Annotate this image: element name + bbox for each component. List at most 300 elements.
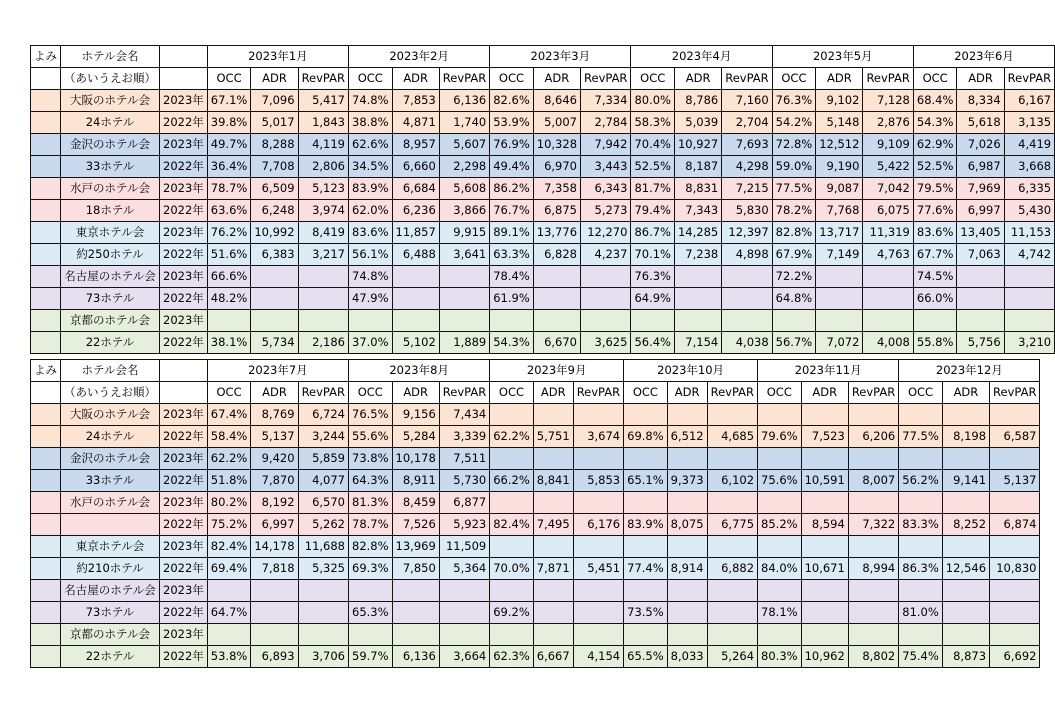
revpar-value — [848, 492, 898, 514]
revpar-value: 6,343 — [581, 178, 631, 200]
occ-header: OCC — [207, 382, 251, 404]
occ-value — [758, 404, 802, 426]
revpar-value: 1,740 — [439, 112, 489, 134]
revpar-value: 5,608 — [439, 178, 489, 200]
adr-value — [667, 448, 707, 470]
occ-value — [624, 448, 668, 470]
occ-value: 84.0% — [758, 558, 802, 580]
occ-value: 80.3% — [758, 646, 802, 668]
occ-value: 80.2% — [207, 492, 251, 514]
year-header-blank — [160, 46, 208, 68]
occ-value: 82.6% — [490, 90, 534, 112]
order-note: （あいうえお順） — [61, 382, 160, 404]
revpar-value: 6,136 — [439, 90, 489, 112]
revpar-value — [990, 624, 1040, 646]
revpar-value: 4,419 — [1004, 134, 1054, 156]
revpar-value: 5,364 — [439, 558, 489, 580]
revpar-value — [990, 536, 1040, 558]
occ-value: 86.2% — [490, 178, 534, 200]
occ-value: 73.8% — [349, 448, 393, 470]
occ-value — [913, 310, 957, 332]
occ-value — [899, 448, 943, 470]
revpar-header: RevPAR — [848, 382, 898, 404]
adr-value — [816, 310, 863, 332]
year-label: 2022年 — [160, 200, 208, 222]
adr-value — [667, 580, 707, 602]
table-row — [31, 404, 1040, 426]
revpar-value — [439, 288, 489, 310]
yomi-cell — [31, 580, 61, 602]
header-row-months — [31, 360, 1040, 382]
occ-header: OCC — [490, 382, 534, 404]
adr-header: ADR — [957, 68, 1004, 90]
table-row — [31, 112, 1055, 134]
occ-value: 83.6% — [349, 222, 393, 244]
adr-value — [816, 266, 863, 288]
adr-value: 5,618 — [957, 112, 1004, 134]
adr-value: 6,236 — [392, 200, 439, 222]
occ-header: OCC — [624, 382, 668, 404]
revpar-value: 6,692 — [990, 646, 1040, 668]
adr-value: 6,509 — [251, 178, 298, 200]
occ-value — [490, 492, 534, 514]
revpar-value: 7,434 — [439, 404, 489, 426]
year-label: 2023年 — [160, 222, 208, 244]
occ-value — [207, 310, 251, 332]
adr-value — [251, 624, 298, 646]
adr-value — [533, 310, 580, 332]
adr-value — [667, 624, 707, 646]
adr-header: ADR — [801, 382, 848, 404]
revpar-header: RevPAR — [707, 382, 757, 404]
yomi-header-blank — [31, 382, 61, 404]
revpar-value — [863, 266, 913, 288]
hotel-name: 名古屋のホテル会 — [61, 580, 160, 602]
adr-value: 7,096 — [251, 90, 298, 112]
adr-value — [533, 602, 573, 624]
revpar-value: 11,319 — [863, 222, 913, 244]
occ-value: 78.7% — [207, 178, 251, 200]
year-label: 2023年 — [160, 266, 208, 288]
year-header-blank — [160, 68, 208, 90]
revpar-value: 7,042 — [863, 178, 913, 200]
hotel-name: 東京ホテル会 — [61, 222, 160, 244]
table-row — [31, 448, 1040, 470]
occ-value: 66.0% — [913, 288, 957, 310]
adr-value: 10,992 — [251, 222, 298, 244]
adr-value: 7,358 — [533, 178, 580, 200]
adr-value — [667, 602, 707, 624]
occ-header: OCC — [899, 382, 943, 404]
yomi-cell — [31, 602, 61, 624]
table-row — [31, 200, 1055, 222]
hotel-name: 73ホテル — [61, 602, 160, 624]
occ-value: 56.7% — [772, 332, 816, 354]
revpar-value: 4,685 — [707, 426, 757, 448]
revpar-value: 5,607 — [439, 134, 489, 156]
adr-value — [942, 602, 989, 624]
occ-value: 78.4% — [490, 266, 534, 288]
occ-value: 83.9% — [624, 514, 668, 536]
revpar-value — [298, 266, 348, 288]
occ-header: OCC — [349, 68, 393, 90]
occ-value — [899, 492, 943, 514]
revpar-value: 11,509 — [439, 536, 489, 558]
adr-value: 8,334 — [957, 90, 1004, 112]
year-label: 2023年 — [160, 448, 208, 470]
adr-value — [533, 266, 580, 288]
occ-value: 51.8% — [207, 470, 251, 492]
adr-value: 8,786 — [674, 90, 721, 112]
occ-value: 64.3% — [349, 470, 393, 492]
revpar-value: 5,137 — [990, 470, 1040, 492]
adr-value: 10,671 — [801, 558, 848, 580]
hotel-name: 18ホテル — [61, 200, 160, 222]
adr-value: 8,594 — [801, 514, 848, 536]
occ-value — [624, 624, 668, 646]
revpar-value: 2,784 — [581, 112, 631, 134]
occ-value: 72.2% — [772, 266, 816, 288]
revpar-value: 11,688 — [298, 536, 348, 558]
yomi-cell — [31, 536, 61, 558]
adr-header: ADR — [674, 68, 721, 90]
adr-value: 6,488 — [392, 244, 439, 266]
revpar-header: RevPAR — [1004, 68, 1054, 90]
occ-value: 72.8% — [772, 134, 816, 156]
year-header-blank — [160, 360, 208, 382]
occ-value: 69.8% — [624, 426, 668, 448]
revpar-value: 6,176 — [573, 514, 623, 536]
adr-value: 8,198 — [942, 426, 989, 448]
table-row — [31, 426, 1040, 448]
revpar-value: 2,704 — [722, 112, 772, 134]
revpar-value — [573, 580, 623, 602]
occ-header: OCC — [490, 68, 534, 90]
occ-value: 62.9% — [913, 134, 957, 156]
occ-value: 37.0% — [349, 332, 393, 354]
revpar-value: 5,853 — [573, 470, 623, 492]
adr-value — [801, 536, 848, 558]
revpar-value: 6,724 — [298, 404, 348, 426]
occ-value: 67.1% — [207, 90, 251, 112]
occ-value: 63.6% — [207, 200, 251, 222]
adr-value: 8,646 — [533, 90, 580, 112]
revpar-value: 4,742 — [1004, 244, 1054, 266]
occ-value: 77.5% — [772, 178, 816, 200]
occ-value — [490, 310, 534, 332]
table-row — [31, 646, 1040, 668]
revpar-header: RevPAR — [573, 382, 623, 404]
revpar-header: RevPAR — [298, 68, 348, 90]
occ-value: 68.4% — [913, 90, 957, 112]
occ-value: 76.3% — [631, 266, 675, 288]
adr-value — [801, 602, 848, 624]
occ-value: 83.9% — [349, 178, 393, 200]
month-header: 2023年8月 — [349, 360, 490, 382]
occ-header: OCC — [772, 68, 816, 90]
month-header: 2023年11月 — [758, 360, 899, 382]
year-label: 2022年 — [160, 602, 208, 624]
year-label: 2022年 — [160, 426, 208, 448]
hotel-header: ホテル会名 — [61, 360, 160, 382]
revpar-value — [722, 288, 772, 310]
revpar-value — [707, 448, 757, 470]
month-header: 2023年5月 — [772, 46, 913, 68]
occ-value: 82.8% — [349, 536, 393, 558]
adr-header: ADR — [816, 68, 863, 90]
hotel-name: 京都のホテル会 — [61, 624, 160, 646]
hotel-name — [61, 514, 160, 536]
revpar-value: 4,038 — [722, 332, 772, 354]
adr-value — [392, 602, 439, 624]
adr-value: 6,970 — [533, 156, 580, 178]
occ-value: 49.4% — [490, 156, 534, 178]
table-row — [31, 134, 1055, 156]
occ-value — [624, 404, 668, 426]
header-row-metrics — [31, 382, 1040, 404]
occ-value: 75.6% — [758, 470, 802, 492]
adr-header: ADR — [251, 382, 298, 404]
adr-value: 8,831 — [674, 178, 721, 200]
table-row — [31, 558, 1040, 580]
occ-value: 58.3% — [631, 112, 675, 134]
occ-value: 62.3% — [490, 646, 534, 668]
yomi-cell — [31, 222, 61, 244]
revpar-value: 11,153 — [1004, 222, 1054, 244]
occ-value: 75.2% — [207, 514, 251, 536]
adr-value: 5,017 — [251, 112, 298, 134]
occ-value: 65.5% — [624, 646, 668, 668]
occ-value: 69.3% — [349, 558, 393, 580]
revpar-value — [439, 624, 489, 646]
adr-value: 5,148 — [816, 112, 863, 134]
occ-value — [758, 624, 802, 646]
header-row-months — [31, 46, 1055, 68]
hotel-name: 東京ホテル会 — [61, 536, 160, 558]
adr-value — [801, 492, 848, 514]
table-row — [31, 310, 1055, 332]
table-row — [31, 222, 1055, 244]
occ-value: 62.2% — [207, 448, 251, 470]
occ-value — [758, 492, 802, 514]
revpar-value — [581, 310, 631, 332]
occ-header: OCC — [631, 68, 675, 90]
revpar-value — [707, 624, 757, 646]
revpar-value: 7,511 — [439, 448, 489, 470]
occ-value — [490, 404, 534, 426]
adr-value — [533, 624, 573, 646]
occ-value: 66.2% — [490, 470, 534, 492]
adr-value: 5,102 — [392, 332, 439, 354]
revpar-value: 4,898 — [722, 244, 772, 266]
adr-value: 8,192 — [251, 492, 298, 514]
adr-value — [392, 580, 439, 602]
occ-value: 58.4% — [207, 426, 251, 448]
revpar-value: 5,273 — [581, 200, 631, 222]
revpar-value — [722, 310, 772, 332]
yomi-cell — [31, 404, 61, 426]
occ-value: 77.4% — [624, 558, 668, 580]
revpar-value — [573, 536, 623, 558]
yomi-cell — [31, 448, 61, 470]
adr-value: 8,957 — [392, 134, 439, 156]
table-row — [31, 288, 1055, 310]
revpar-value: 2,186 — [298, 332, 348, 354]
adr-value — [392, 288, 439, 310]
yomi-cell — [31, 646, 61, 668]
adr-value: 7,870 — [251, 470, 298, 492]
adr-value: 9,156 — [392, 404, 439, 426]
revpar-value — [848, 404, 898, 426]
adr-value — [674, 310, 721, 332]
hotel-name: 24ホテル — [61, 112, 160, 134]
occ-value: 81.3% — [349, 492, 393, 514]
revpar-value: 6,882 — [707, 558, 757, 580]
month-header: 2023年6月 — [913, 46, 1054, 68]
adr-value — [942, 624, 989, 646]
occ-value: 56.4% — [631, 332, 675, 354]
revpar-value — [298, 624, 348, 646]
revpar-header: RevPAR — [581, 68, 631, 90]
adr-value: 8,459 — [392, 492, 439, 514]
yomi-header-blank — [31, 68, 61, 90]
adr-value — [942, 448, 989, 470]
revpar-value — [848, 536, 898, 558]
month-header: 2023年1月 — [207, 46, 348, 68]
adr-value: 11,857 — [392, 222, 439, 244]
adr-value: 6,383 — [251, 244, 298, 266]
occ-value — [899, 536, 943, 558]
adr-value — [801, 448, 848, 470]
occ-value: 62.2% — [490, 426, 534, 448]
revpar-value: 4,119 — [298, 134, 348, 156]
adr-value: 7,072 — [816, 332, 863, 354]
occ-value — [624, 492, 668, 514]
revpar-value — [848, 448, 898, 470]
table-row — [31, 624, 1040, 646]
occ-value: 77.6% — [913, 200, 957, 222]
adr-value — [392, 624, 439, 646]
occ-value: 53.8% — [207, 646, 251, 668]
adr-value: 6,997 — [251, 514, 298, 536]
adr-value: 13,776 — [533, 222, 580, 244]
revpar-value: 9,915 — [439, 222, 489, 244]
yomi-cell — [31, 112, 61, 134]
adr-value: 9,190 — [816, 156, 863, 178]
occ-value: 61.9% — [490, 288, 534, 310]
adr-value: 7,850 — [392, 558, 439, 580]
adr-value: 6,670 — [533, 332, 580, 354]
year-header-blank — [160, 382, 208, 404]
adr-value — [533, 448, 573, 470]
occ-value: 48.2% — [207, 288, 251, 310]
month-header: 2023年7月 — [207, 360, 348, 382]
adr-value: 7,526 — [392, 514, 439, 536]
occ-value: 74.8% — [349, 90, 393, 112]
occ-value — [772, 310, 816, 332]
adr-header: ADR — [251, 68, 298, 90]
revpar-value: 6,102 — [707, 470, 757, 492]
revpar-value: 10,830 — [990, 558, 1040, 580]
adr-value — [957, 266, 1004, 288]
table-row — [31, 266, 1055, 288]
revpar-value: 7,693 — [722, 134, 772, 156]
yomi-cell — [31, 470, 61, 492]
revpar-value — [573, 602, 623, 624]
adr-value: 9,087 — [816, 178, 863, 200]
adr-value: 7,343 — [674, 200, 721, 222]
adr-value: 8,873 — [942, 646, 989, 668]
yomi-cell — [31, 332, 61, 354]
revpar-value: 6,587 — [990, 426, 1040, 448]
year-label: 2023年 — [160, 624, 208, 646]
adr-value: 5,007 — [533, 112, 580, 134]
hotel-name: 大阪のホテル会 — [61, 90, 160, 112]
occ-value: 86.7% — [631, 222, 675, 244]
adr-value: 7,871 — [533, 558, 573, 580]
adr-value: 6,512 — [667, 426, 707, 448]
revpar-value — [573, 448, 623, 470]
occ-value: 78.2% — [772, 200, 816, 222]
occ-value — [899, 404, 943, 426]
year-label: 2023年 — [160, 492, 208, 514]
revpar-value: 3,625 — [581, 332, 631, 354]
occ-value: 59.0% — [772, 156, 816, 178]
adr-value: 6,893 — [251, 646, 298, 668]
yomi-cell — [31, 134, 61, 156]
adr-value — [533, 288, 580, 310]
occ-value: 74.8% — [349, 266, 393, 288]
revpar-value: 3,443 — [581, 156, 631, 178]
revpar-header: RevPAR — [990, 382, 1040, 404]
revpar-header: RevPAR — [439, 68, 489, 90]
yomi-cell — [31, 514, 61, 536]
revpar-value — [707, 492, 757, 514]
occ-value: 53.9% — [490, 112, 534, 134]
adr-value — [251, 310, 298, 332]
year-label: 2023年 — [160, 310, 208, 332]
yomi-cell — [31, 492, 61, 514]
adr-header: ADR — [667, 382, 707, 404]
occ-value: 69.4% — [207, 558, 251, 580]
hotel-name: 22ホテル — [61, 646, 160, 668]
adr-value — [533, 580, 573, 602]
occ-value — [899, 580, 943, 602]
revpar-value — [863, 310, 913, 332]
year-label: 2023年 — [160, 404, 208, 426]
revpar-value: 5,859 — [298, 448, 348, 470]
adr-value: 8,033 — [667, 646, 707, 668]
revpar-value — [439, 602, 489, 624]
occ-value — [490, 624, 534, 646]
occ-value — [349, 310, 393, 332]
adr-value: 13,405 — [957, 222, 1004, 244]
occ-value: 54.2% — [772, 112, 816, 134]
header-row-metrics — [31, 68, 1055, 90]
adr-value — [392, 266, 439, 288]
occ-value: 78.7% — [349, 514, 393, 536]
adr-value: 10,178 — [392, 448, 439, 470]
occ-value: 38.1% — [207, 332, 251, 354]
table-row — [31, 492, 1040, 514]
occ-value: 76.5% — [349, 404, 393, 426]
adr-header: ADR — [392, 382, 439, 404]
revpar-value: 3,210 — [1004, 332, 1054, 354]
adr-value — [667, 404, 707, 426]
adr-value: 8,841 — [533, 470, 573, 492]
revpar-value — [581, 288, 631, 310]
month-header: 2023年12月 — [899, 360, 1040, 382]
